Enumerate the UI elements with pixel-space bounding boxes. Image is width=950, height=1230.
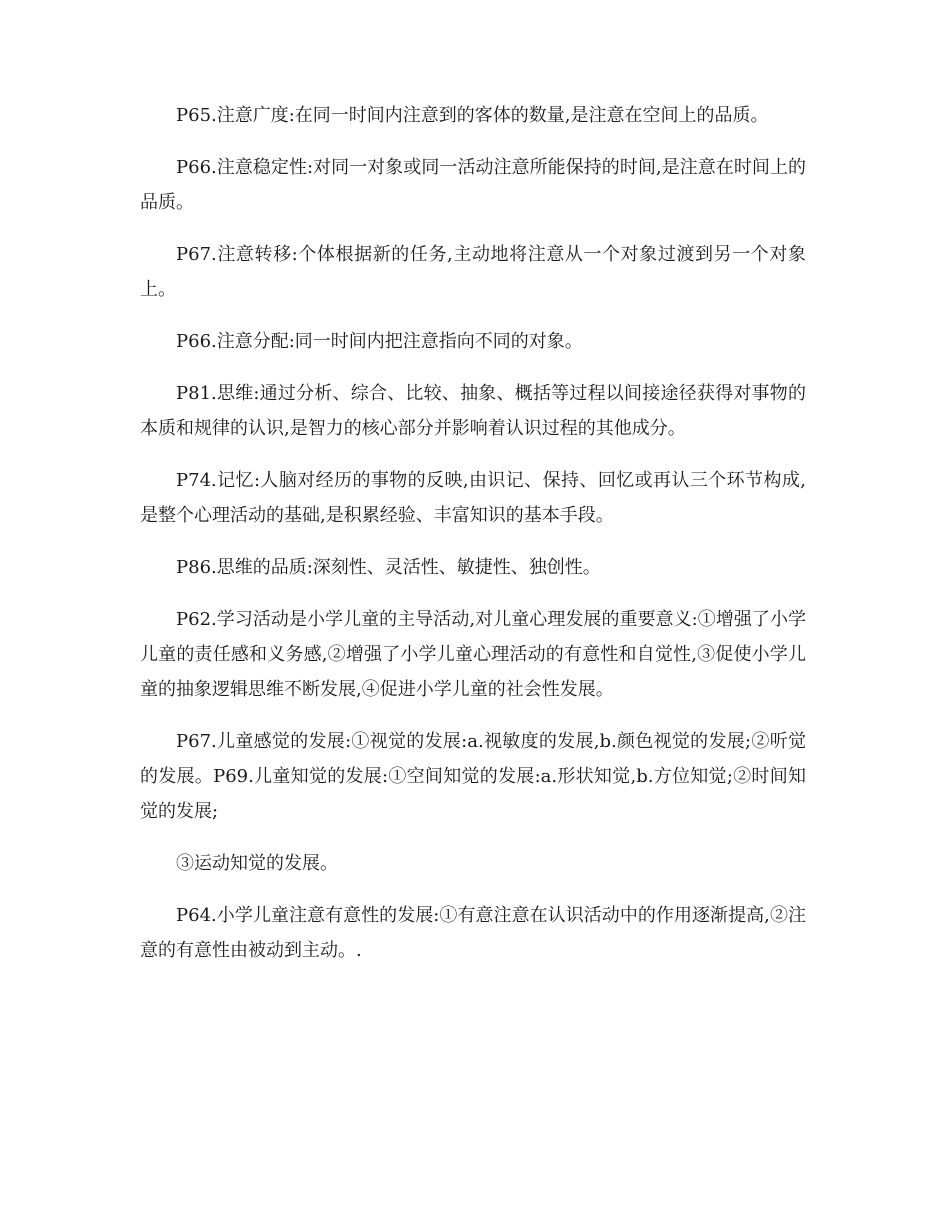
paragraph-thinking: P81.思维:通过分析、综合、比较、抽象、概括等过程以间接途径获得对事物的本质和规律的认识,是智力的核心部分并影响着认识过程的其他成分。 — [140, 383, 806, 439]
paragraph-attention-stability: P66.注意稳定性:对同一对象或同一活动注意所能保持的时间,是注意在时间上的品质。 — [140, 157, 806, 213]
paragraph-learning-activity: P62.学习活动是小学儿童的主导活动,对儿童心理发展的重要意义:①增强了小学儿童的责任感和义务感,②增强了小学儿童心理活动的有意性和自觉性,③促使小学儿童的抽象逻辑思维不断发展,④促进小学儿童的社会性发展。 — [140, 609, 806, 700]
paragraph-thinking-qualities: P86.思维的品质:深刻性、灵活性、敏捷性、独创性。 — [176, 557, 601, 578]
paragraph-motion-perception: ③运动知觉的发展。 — [176, 853, 338, 874]
paragraph-memory: P74.记忆:人脑对经历的事物的反映,由识记、保持、回忆或再认三个环节构成,是整个心理活动的基础,是积累经验、丰富知识的基本手段。 — [140, 470, 806, 526]
paragraph-attention-span: P65.注意广度:在同一时间内注意到的客体的数量,是注意在空间上的品质。 — [176, 105, 769, 126]
paragraph-sensation-perception: P67.儿童感觉的发展:①视觉的发展:a.视敏度的发展,b.颜色视觉的发展;②听觉的发展。P69.儿童知觉的发展:①空间知觉的发展:a.形状知觉,b.方位知觉;②时间知觉的发展; — [140, 731, 806, 822]
paragraph-attention-shift: P67.注意转移:个体根据新的任务,主动地将注意从一个对象过渡到另一个对象上。 — [140, 244, 806, 300]
paragraph-voluntary-attention: P64.小学儿童注意有意性的发展:①有意注意在认识活动中的作用逐渐提高,②注意的有意性由被动到主动。. — [140, 905, 806, 961]
paragraph-attention-distribution: P66.注意分配:同一时间内把注意指向不同的对象。 — [176, 331, 583, 352]
document-page — [140, 98, 806, 985]
